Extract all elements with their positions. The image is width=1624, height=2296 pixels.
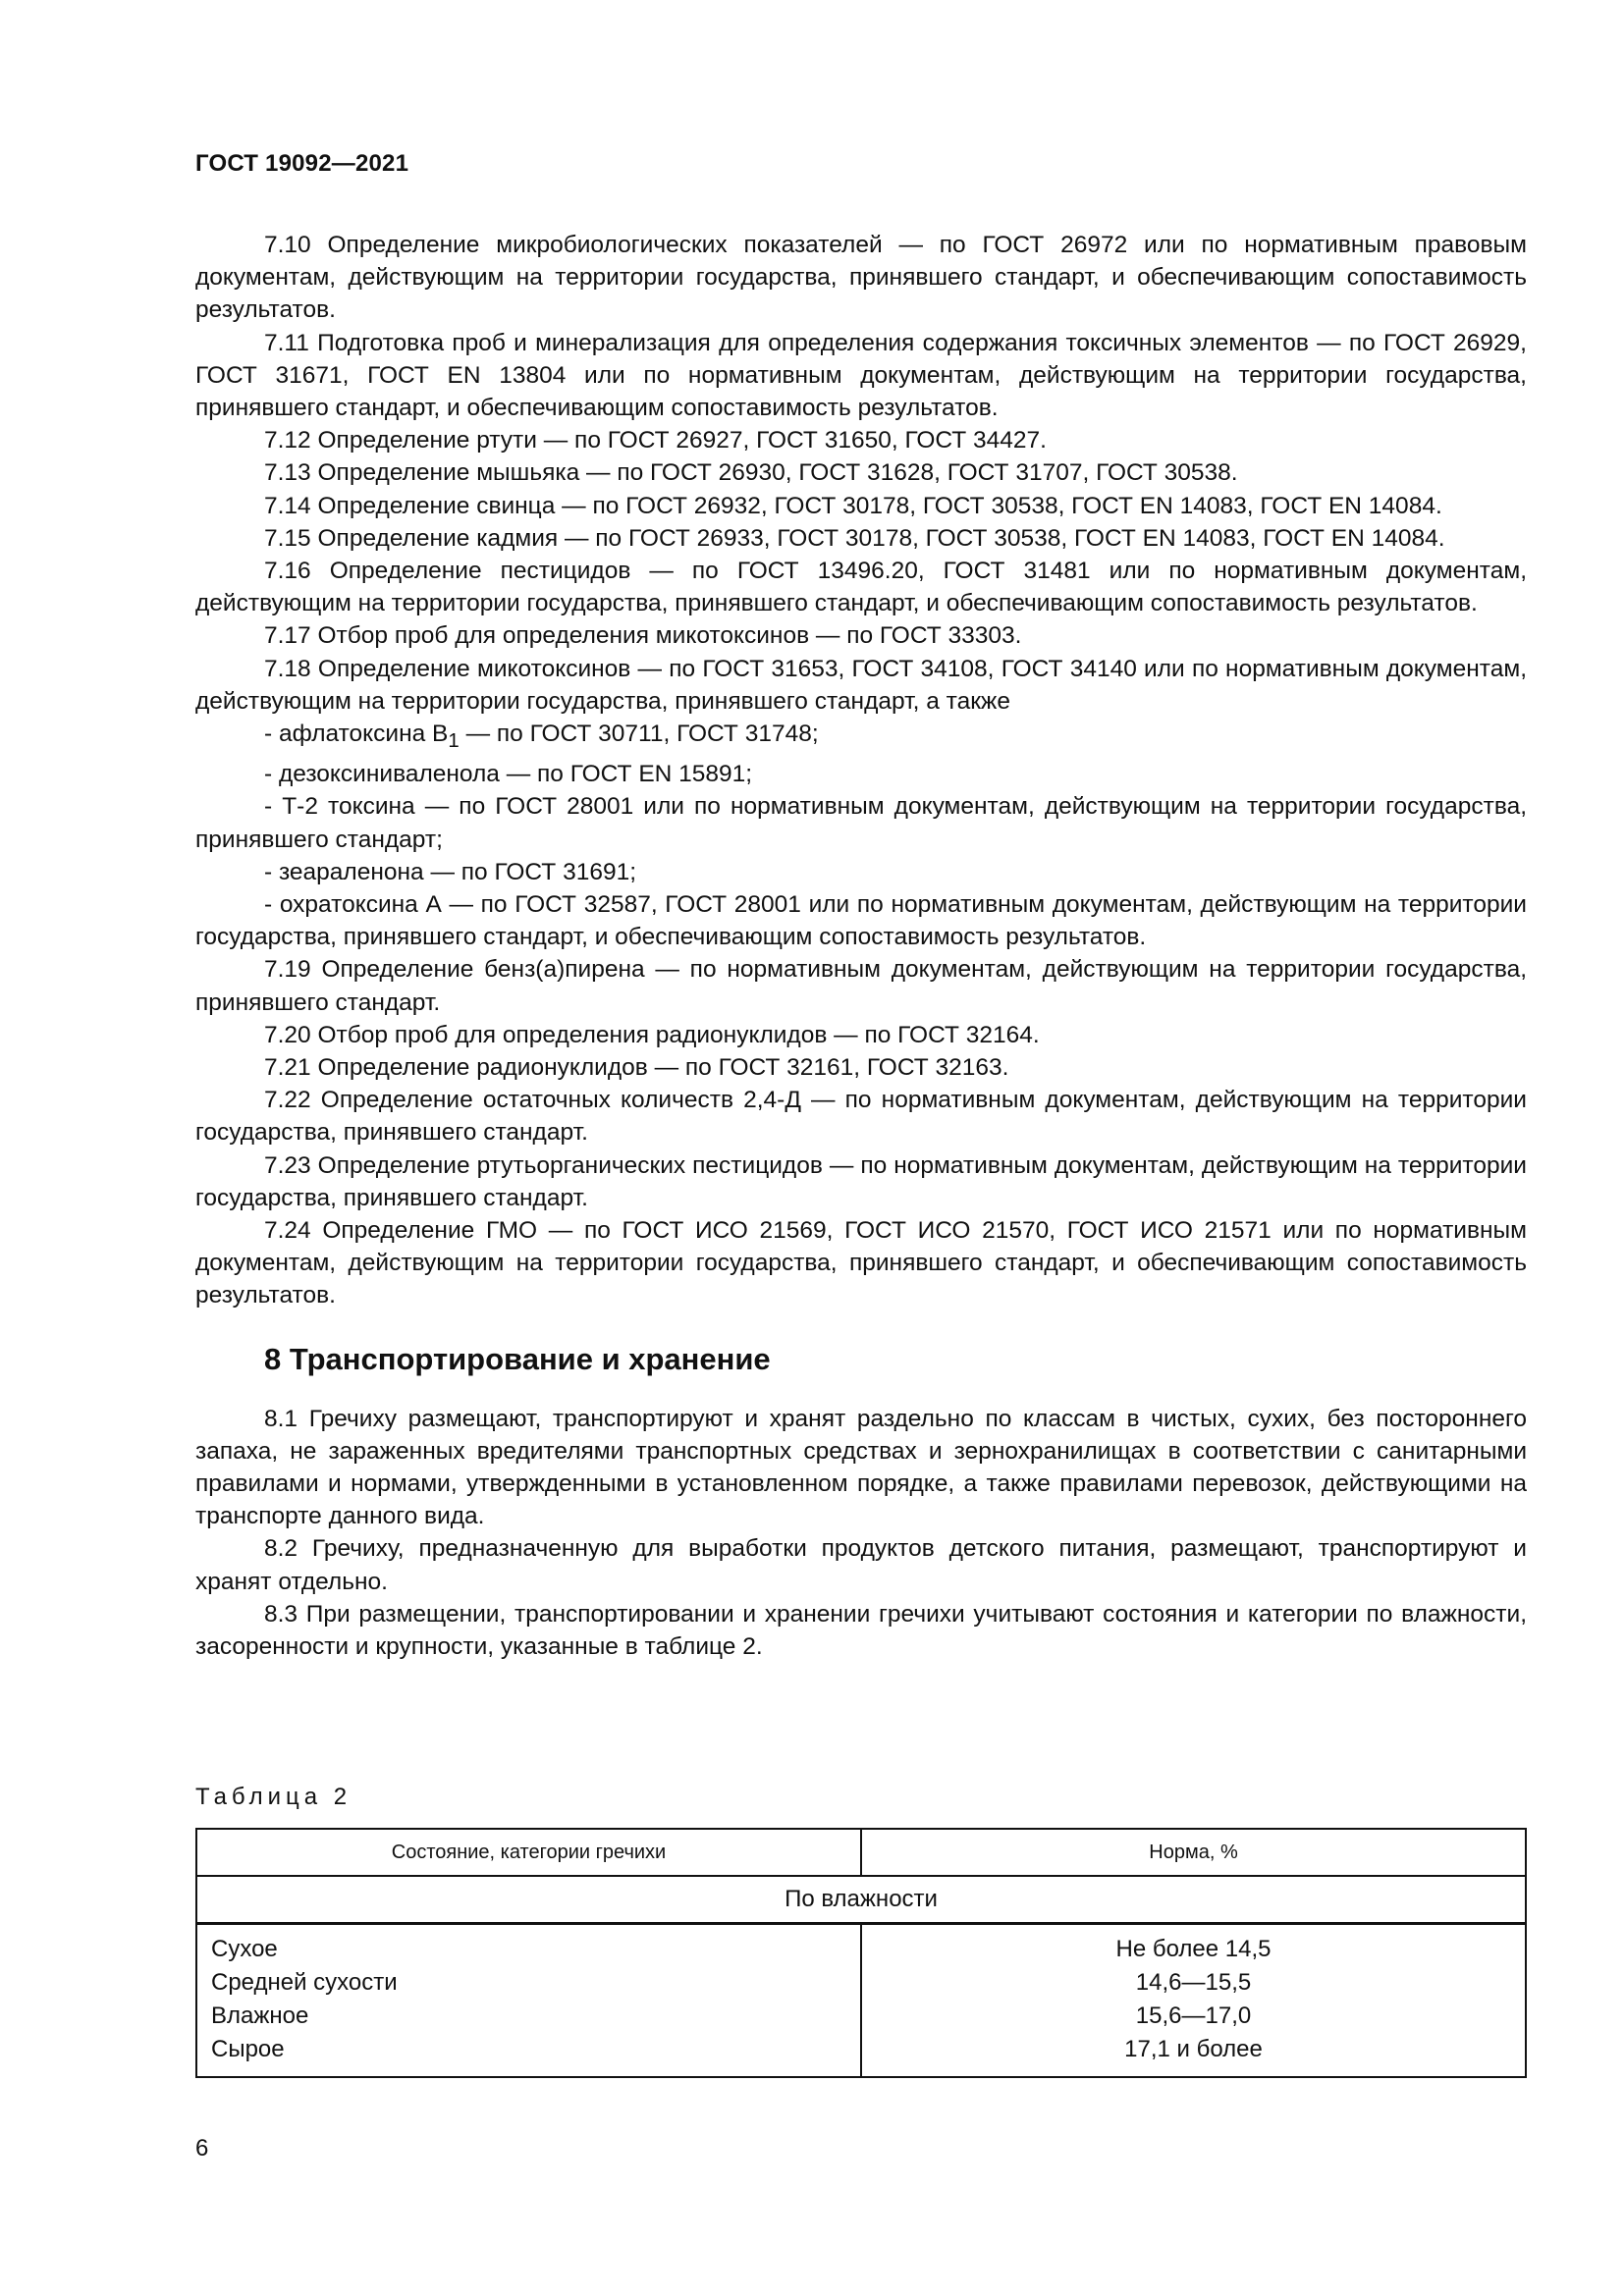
paragraph-8-1: 8.1 Гречиху размещают, транспортируют и хранят раздельно по классам в чистых, сухих, без постороннего запаха, не зараженных вредителями транспортных средствах и зернохранилищах в соответствии с санитарными правилами и нормами, утвержденными в установленном порядке, а также правилами перевозок, действующими на транспорте данного вида.: [195, 1405, 1527, 1530]
table-header-norm: Норма, %: [861, 1829, 1526, 1876]
list-item-t2-toxin: - Т-2 токсина — по ГОСТ 28001 или по нормативным документам, действующим на территории государства, принявшего стандарт;: [195, 793, 1527, 853]
table-2: [195, 1828, 1527, 2078]
paragraph-7-12: 7.12 Определение ртути — по ГОСТ 26927, ГОСТ 31650, ГОСТ 34427.: [264, 427, 1047, 454]
table-norms-cell: [861, 1924, 1526, 2078]
table-states-cell: [196, 1924, 861, 2078]
list-item-aflatoxin: [195, 718, 1527, 758]
table-row-state: Сырое: [211, 2036, 285, 2062]
page-number: 6: [195, 2135, 209, 2162]
table-row-state: Влажное: [211, 2002, 309, 2029]
main-content: [195, 229, 1527, 1663]
table-row-norm: 15,6—17,0: [1135, 2002, 1252, 2029]
aflatoxin-prefix: - афлатоксина В: [264, 721, 449, 748]
document-header: ГОСТ 19092—2021: [195, 150, 409, 177]
paragraph-8-2: 8.2 Гречиху, предназначенную для выработки продуктов детского питания, размещают, транспортируют и хранят отдельно.: [195, 1535, 1527, 1595]
table-group-moisture: По влажности: [196, 1876, 1526, 1924]
paragraph-7-24: 7.24 Определение ГМО — по ГОСТ ИСО 21569, ГОСТ ИСО 21570, ГОСТ ИСО 21571 или по нормативным документам, действующим на территории государства, принявшего стандарт, и обеспечивающим сопоставимость результатов.: [195, 1216, 1527, 1309]
paragraph-8-3: 8.3 При размещении, транспортировании и хранении гречихи учитывают состояния и категории по влажности, засоренности и крупности, указанные в таблице 2.: [195, 1600, 1527, 1661]
section-8-title: 8 Транспортирование и хранение: [264, 1341, 771, 1376]
paragraph-7-16: 7.16 Определение пестицидов — по ГОСТ 13496.20, ГОСТ 31481 или по нормативным документам, действующим на территории государства, принявшего стандарт, и обеспечивающим сопоставимость результатов.: [195, 558, 1527, 617]
paragraph-7-10: 7.10 Определение микробиологических показателей — по ГОСТ 26972 или по нормативным правовым документам, действующим на территории государства, принявшего стандарт, и обеспечивающим сопоставимость результатов.: [195, 232, 1527, 324]
aflatoxin-subscript: 1: [448, 729, 460, 752]
table-row-state: Сухое: [211, 1936, 278, 1962]
paragraph-7-13: 7.13 Определение мышьяка — по ГОСТ 26930, ГОСТ 31628, ГОСТ 31707, ГОСТ 30538.: [264, 459, 1238, 487]
paragraph-7-19: 7.19 Определение бенз(а)пирена — по нормативным документам, действующим на территории государства, принявшего стандарт.: [195, 956, 1527, 1016]
paragraph-7-22: 7.22 Определение остаточных количеств 2,4-Д — по нормативным документам, действующим на территории государства, принявшего стандарт.: [195, 1087, 1527, 1147]
paragraph-7-18: 7.18 Определение микотоксинов — по ГОСТ 31653, ГОСТ 34108, ГОСТ 34140 или по нормативным документам, действующим на территории государства, принявшего стандарт, а также: [195, 655, 1527, 715]
aflatoxin-suffix: — по ГОСТ 30711, ГОСТ 31748;: [459, 721, 819, 748]
list-item-deoxynivalenol: - дезоксиниваленола — по ГОСТ EN 15891;: [264, 761, 753, 788]
paragraph-7-15: 7.15 Определение кадмия — по ГОСТ 26933, ГОСТ 30178, ГОСТ 30538, ГОСТ EN 14083, ГОСТ EN 14084.: [264, 524, 1445, 552]
paragraph-7-23: 7.23 Определение ртутьорганических пестицидов — по нормативным документам, действующим на территории государства, принявшего стандарт.: [195, 1151, 1527, 1211]
paragraph-7-21: 7.21 Определение радионуклидов — по ГОСТ 32161, ГОСТ 32163.: [264, 1053, 1009, 1081]
paragraph-7-11: 7.11 Подготовка проб и минерализация для определения содержания токсичных элементов — по ГОСТ 26929, ГОСТ 31671, ГОСТ EN 13804 или по нормативным документам, действующим на территории государства, принявшего стандарт, и обеспечивающим сопоставимость результатов.: [195, 329, 1527, 422]
list-item-zearalenone: - зеараленона — по ГОСТ 31691;: [264, 858, 637, 885]
list-item-ochratoxin: - охратоксина А — по ГОСТ 32587, ГОСТ 28001 или по нормативным документам, действующим на территории государства, принявшего стандарт, и обеспечивающим сопоставимость результатов.: [195, 890, 1527, 951]
paragraph-7-20: 7.20 Отбор проб для определения радионуклидов — по ГОСТ 32164.: [264, 1021, 1040, 1048]
paragraph-7-14: 7.14 Определение свинца — по ГОСТ 26932, ГОСТ 30178, ГОСТ 30538, ГОСТ EN 14083, ГОСТ EN 14084.: [264, 492, 1442, 519]
table-caption: Таблица 2: [195, 1784, 352, 1810]
table-row-norm: 14,6—15,5: [1135, 1969, 1252, 1996]
table-header-state: Состояние, категории гречихи: [196, 1829, 861, 1876]
table-row-norm: 17,1 и более: [1124, 2036, 1263, 2062]
paragraph-7-17: 7.17 Отбор проб для определения микотоксинов — по ГОСТ 33303.: [264, 622, 1022, 650]
table-row-norm: Не более 14,5: [1115, 1936, 1272, 1962]
table-row-state: Средней сухости: [211, 1969, 398, 1996]
